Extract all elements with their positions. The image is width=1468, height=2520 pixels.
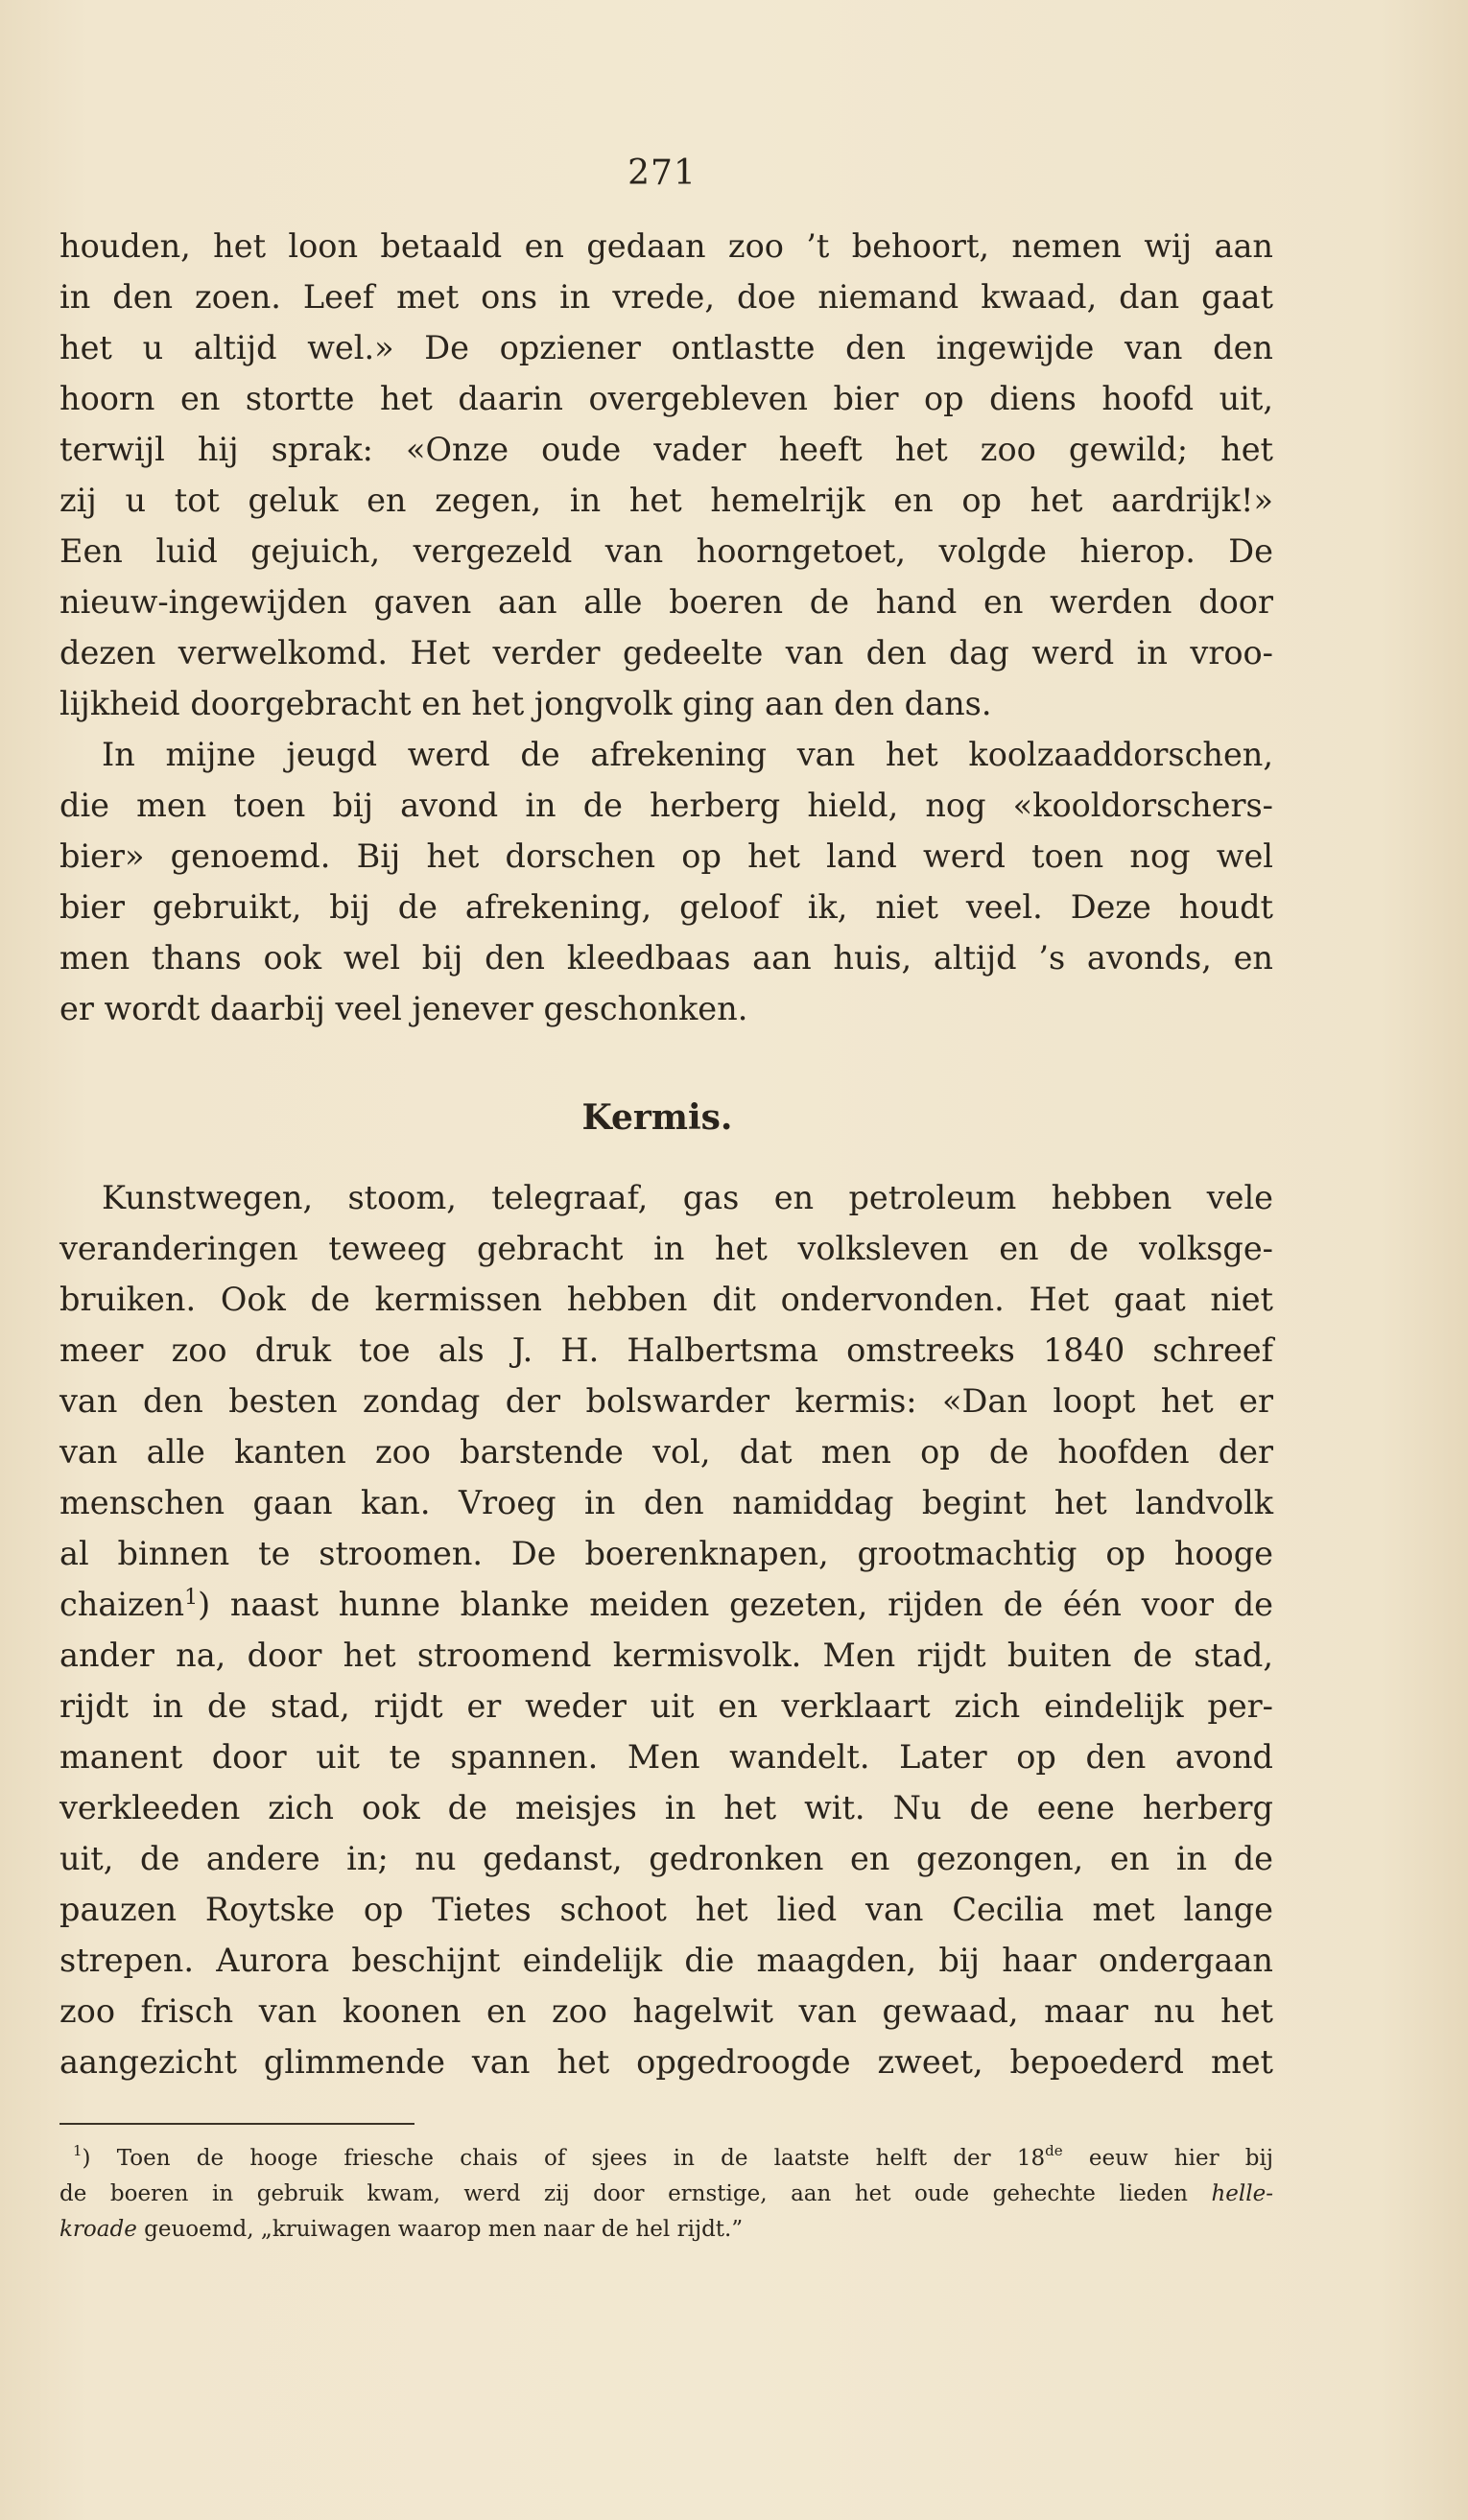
text-line: uit, de andere in; nu gedanst, gedronken en gezongen, en in de bbox=[59, 1840, 1273, 1877]
section-heading bbox=[0, 1089, 1468, 1146]
text-line: van den besten zondag der bolswarder kermis: «Dan loopt het er bbox=[59, 1382, 1273, 1420]
section-heading-text: Kermis. bbox=[581, 1097, 733, 1138]
footnote-text: geuoemd, „kruiwagen waarop men naar de hel rijdt.” bbox=[144, 2217, 744, 2242]
text-line: bruiken. Ook de kermissen hebben dit ondervonden. Het gaat niet bbox=[59, 1281, 1273, 1318]
text-line: pauzen Roytske op Tietes schoot het lied van Cecilia met lange bbox=[59, 1891, 1273, 1928]
text-fragment: ) naast hunne blanke meiden gezeten, rijden de één voor de bbox=[198, 1586, 1273, 1623]
footnote-line bbox=[59, 2177, 1273, 2212]
text-line: verkleeden zich ook de meisjes in het wit. Nu de eene herberg bbox=[59, 1789, 1273, 1826]
text-line: Een luid gejuich, vergezeld van hoorngetoet, volgde hierop. De bbox=[59, 532, 1273, 570]
page-number: 271 bbox=[627, 153, 697, 193]
text-line: bier gebruikt, bij de afrekening, geloof ik, niet veel. Deze houdt bbox=[59, 888, 1273, 926]
footnote-divider bbox=[59, 2123, 414, 2125]
text-line: die men toen bij avond in de herberg hield, nog «kooldorschers- bbox=[59, 787, 1273, 824]
text-line: nieuw-ingewijden gaven aan alle boeren de hand en werden door bbox=[59, 583, 1273, 621]
text-line: veranderingen teweeg gebracht in het volksleven en de volksge- bbox=[59, 1230, 1273, 1267]
text-line: lijkheid doorgebracht en het jongvolk ging aan den dans. bbox=[59, 685, 992, 722]
text-line: bier» genoemd. Bij het dorschen op het land werd toen nog wel bbox=[59, 837, 1273, 875]
text-line: men thans ook wel bij den kleedbaas aan huis, altijd ’s avonds, en bbox=[59, 939, 1273, 977]
footnote-text: de boeren in gebruik kwam, werd zij door ernstige, aan het oude gehechte lieden bbox=[59, 2181, 1188, 2206]
footnote-text: ) Toen de hooge friesche chais of sjees in de laatste helft der 18 bbox=[82, 2146, 1046, 2171]
text-line: ander na, door het stroomend kermisvolk. Men rijdt buiten de stad, bbox=[59, 1637, 1273, 1674]
text-line: van alle kanten zoo barstende vol, dat men op de hoofden der bbox=[59, 1433, 1273, 1471]
text-line: al binnen te stroomen. De boerenknapen, grootmachtig op hooge bbox=[59, 1535, 1273, 1572]
text-line: hoorn en stortte het daarin overgebleven bier op diens hoofd uit, bbox=[59, 380, 1273, 417]
text-fragment: chaizen bbox=[59, 1586, 185, 1623]
text-line: In mijne jeugd werd de afrekening van het koolzaaddorschen, bbox=[102, 736, 1273, 773]
text-block-top bbox=[59, 221, 1273, 1034]
footnote-line bbox=[59, 2141, 1273, 2177]
footnote-italic: helle- bbox=[1187, 2181, 1273, 2206]
text-line: strepen. Aurora beschijnt eindelijk die maagden, bij haar ondergaan bbox=[59, 1942, 1273, 1979]
footnote-reference[interactable]: 1 bbox=[184, 1586, 199, 1610]
text-line: meer zoo druk toe als J. H. Halbertsma omstreeks 1840 schreef bbox=[59, 1331, 1273, 1369]
text-line: terwijl hij sprak: «Onze oude vader heeft het zoo gewild; het bbox=[59, 431, 1273, 468]
text-line: rijdt in de stad, rijdt er weder uit en verklaart zich eindelijk per- bbox=[59, 1687, 1273, 1725]
text-line: het u altijd wel.» De opziener ontlastte den ingewijde van den bbox=[59, 329, 1273, 366]
text-line: menschen gaan kan. Vroeg in den namiddag begint het landvolk bbox=[59, 1484, 1273, 1521]
text-line: in den zoen. Leef met ons in vrede, doe niemand kwaad, dan gaat bbox=[59, 278, 1273, 316]
footnote-superscript: de bbox=[1045, 2142, 1063, 2159]
text-line: Kunstwegen, stoom, telegraaf, gas en petroleum hebben vele bbox=[102, 1179, 1273, 1216]
text-line-with-footnote-ref bbox=[59, 1579, 1273, 1630]
footnote-marker: 1 bbox=[73, 2142, 83, 2159]
text-line: aangezicht glimmende van het opgedroogde zweet, bepoederd met bbox=[59, 2043, 1273, 2081]
text-line: zij u tot geluk en zegen, in het hemelrijk en op het aardrijk!» bbox=[59, 482, 1273, 519]
footnote-text: eeuw hier bij bbox=[1062, 2146, 1273, 2171]
text-line: manent door uit te spannen. Men wandelt. Later op den avond bbox=[59, 1738, 1273, 1776]
text-block-bottom bbox=[59, 1172, 1273, 2087]
footnote-line bbox=[59, 2212, 1273, 2248]
text-line: er wordt daarbij veel jenever geschonken. bbox=[59, 990, 748, 1027]
text-line: dezen verwelkomd. Het verder gedeelte van den dag werd in vroo- bbox=[59, 634, 1273, 671]
text-line: houden, het loon betaald en gedaan zoo ’t behoort, nemen wij aan bbox=[59, 227, 1273, 265]
footnote bbox=[59, 2141, 1273, 2248]
text-line: zoo frisch van koonen en zoo hagelwit van gewaad, maar nu het bbox=[59, 1992, 1273, 2030]
footnote-italic: kroade bbox=[59, 2217, 137, 2242]
